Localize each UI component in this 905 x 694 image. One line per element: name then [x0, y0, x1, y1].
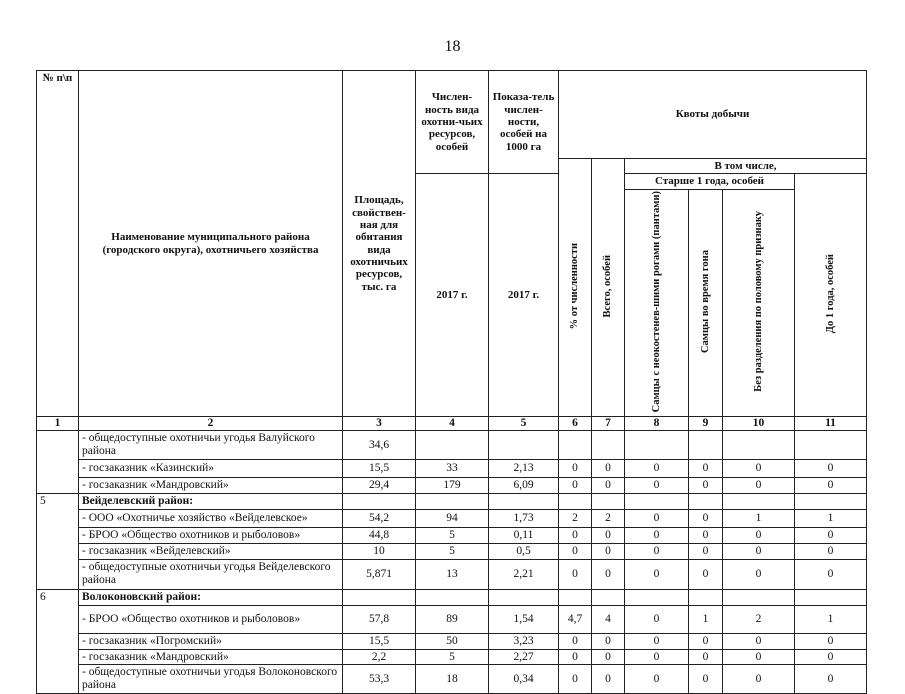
total-cell: 2 — [592, 509, 625, 527]
area-cell: 15,5 — [343, 633, 416, 649]
males-no-antlers-cell — [625, 493, 689, 509]
column-number: 6 — [559, 417, 592, 431]
males-no-antlers-cell: 0 — [625, 649, 689, 665]
males-no-antlers-cell: 0 — [625, 665, 689, 694]
total-cell: 0 — [592, 543, 625, 559]
row-number-cell: 5 — [37, 493, 79, 589]
table-row — [37, 477, 867, 493]
area-cell — [343, 493, 416, 509]
no-sex-cell: 0 — [723, 665, 795, 694]
males-rut-cell: 0 — [689, 665, 723, 694]
males-rut-cell: 1 — [689, 605, 723, 633]
table-row — [37, 509, 867, 527]
total-cell: 0 — [592, 633, 625, 649]
pct-cell: 4,7 — [559, 605, 592, 633]
column-number: 5 — [489, 417, 559, 431]
total-cell: 0 — [592, 665, 625, 694]
pct-cell: 0 — [559, 633, 592, 649]
pct-cell: 0 — [559, 459, 592, 477]
males-no-antlers-cell: 0 — [625, 509, 689, 527]
males-rut-cell — [689, 589, 723, 605]
entity-name-cell: - общедоступные охотничьи угодья Вейделевского района — [79, 559, 343, 589]
no-sex-cell: 1 — [723, 509, 795, 527]
population-cell — [416, 431, 489, 460]
total-cell: 0 — [592, 459, 625, 477]
density-cell: 0,34 — [489, 665, 559, 694]
males-rut-cell: 0 — [689, 649, 723, 665]
entity-name-cell: - госзаказник «Мандровский» — [79, 649, 343, 665]
males-no-antlers-cell: 0 — [625, 559, 689, 589]
males-rut-cell — [689, 493, 723, 509]
males-no-antlers-cell: 0 — [625, 527, 689, 543]
males-no-antlers-cell — [625, 589, 689, 605]
total-cell: 4 — [592, 605, 625, 633]
density-cell: 1,73 — [489, 509, 559, 527]
total-cell: 0 — [592, 559, 625, 589]
total-cell — [592, 589, 625, 605]
density-cell: 2,13 — [489, 459, 559, 477]
entity-name-cell: - БРОО «Общество охотников и рыболовов» — [79, 527, 343, 543]
table-header — [37, 71, 867, 417]
total-cell: 0 — [592, 477, 625, 493]
quota-table — [36, 70, 867, 694]
density-cell: 3,23 — [489, 633, 559, 649]
density-cell — [489, 493, 559, 509]
males-rut-cell: 0 — [689, 459, 723, 477]
area-cell: 15,5 — [343, 459, 416, 477]
pct-cell — [559, 431, 592, 460]
header-quotas: Квоты добычи — [559, 71, 867, 159]
entity-name-cell: - общедоступные охотничьи угодья Волоконовского района — [79, 665, 343, 694]
header-no: № п\п — [37, 71, 79, 417]
no-sex-cell: 0 — [723, 543, 795, 559]
header-year-density: 2017 г. — [489, 174, 559, 417]
males-no-antlers-cell: 0 — [625, 477, 689, 493]
pct-cell — [559, 589, 592, 605]
column-number: 10 — [723, 417, 795, 431]
males-no-antlers-cell — [625, 431, 689, 460]
males-no-antlers-cell: 0 — [625, 543, 689, 559]
density-cell: 0,11 — [489, 527, 559, 543]
table-row — [37, 649, 867, 665]
area-cell: 29,4 — [343, 477, 416, 493]
column-number: 1 — [37, 417, 79, 431]
density-cell: 2,27 — [489, 649, 559, 665]
under1-cell — [795, 589, 867, 605]
under1-cell: 0 — [795, 633, 867, 649]
row-number-cell: 6 — [37, 589, 79, 693]
column-number: 3 — [343, 417, 416, 431]
under1-cell: 0 — [795, 559, 867, 589]
population-cell: 89 — [416, 605, 489, 633]
population-cell: 94 — [416, 509, 489, 527]
under1-cell: 0 — [795, 477, 867, 493]
header-name: Наименование муниципального района (городского округа), охотничьего хозяйства — [79, 71, 343, 417]
no-sex-cell: 0 — [723, 649, 795, 665]
total-cell — [592, 493, 625, 509]
density-cell: 2,21 — [489, 559, 559, 589]
header-under1: До 1 года, особей — [795, 174, 867, 417]
no-sex-cell: 0 — [723, 559, 795, 589]
area-cell: 54,2 — [343, 509, 416, 527]
area-cell: 57,8 — [343, 605, 416, 633]
entity-name-cell: - БРОО «Общество охотников и рыболовов» — [79, 605, 343, 633]
header-density: Показа-тель числен-ности, особей на 1000 га — [489, 71, 559, 174]
row-number-cell — [37, 431, 79, 494]
males-rut-cell: 0 — [689, 509, 723, 527]
density-cell — [489, 589, 559, 605]
under1-cell — [795, 493, 867, 509]
population-cell: 13 — [416, 559, 489, 589]
population-cell: 5 — [416, 527, 489, 543]
column-number: 8 — [625, 417, 689, 431]
pct-cell: 0 — [559, 543, 592, 559]
area-cell — [343, 589, 416, 605]
table-body — [37, 417, 867, 694]
entity-name-cell: - общедоступные охотничьи угодья Валуйского района — [79, 431, 343, 460]
pct-cell: 0 — [559, 649, 592, 665]
density-cell: 6,09 — [489, 477, 559, 493]
under1-cell: 0 — [795, 665, 867, 694]
under1-cell: 0 — [795, 649, 867, 665]
no-sex-cell — [723, 589, 795, 605]
table-row — [37, 665, 867, 694]
column-numbers-row — [37, 417, 867, 431]
density-cell: 1,54 — [489, 605, 559, 633]
under1-cell: 0 — [795, 459, 867, 477]
area-cell: 2,2 — [343, 649, 416, 665]
under1-cell: 1 — [795, 605, 867, 633]
density-cell — [489, 431, 559, 460]
column-number: 2 — [79, 417, 343, 431]
entity-name-cell: - госзаказник «Казинский» — [79, 459, 343, 477]
population-cell: 50 — [416, 633, 489, 649]
entity-name-cell: - госзаказник «Вейделевский» — [79, 543, 343, 559]
table-row — [37, 459, 867, 477]
population-cell: 18 — [416, 665, 489, 694]
table-row — [37, 559, 867, 589]
column-number: 4 — [416, 417, 489, 431]
under1-cell: 0 — [795, 527, 867, 543]
males-rut-cell: 0 — [689, 559, 723, 589]
area-cell: 44,8 — [343, 527, 416, 543]
total-cell: 0 — [592, 649, 625, 665]
column-number: 7 — [592, 417, 625, 431]
page-number: 18 — [444, 38, 461, 55]
column-number: 9 — [689, 417, 723, 431]
total-cell — [592, 431, 625, 460]
pct-cell: 0 — [559, 477, 592, 493]
header-males-no-antlers: Самцы с неокостенев-шими рогами (пантами) — [625, 189, 689, 417]
males-rut-cell: 0 — [689, 527, 723, 543]
under1-cell — [795, 431, 867, 460]
header-total: Всего, особей — [592, 159, 625, 417]
no-sex-cell: 0 — [723, 527, 795, 543]
pct-cell: 0 — [559, 665, 592, 694]
header-year-pop: 2017 г. — [416, 174, 489, 417]
no-sex-cell — [723, 493, 795, 509]
total-cell: 0 — [592, 527, 625, 543]
header-population: Числен-ность вида охотни-чьих ресурсов, особей — [416, 71, 489, 174]
no-sex-cell: 0 — [723, 477, 795, 493]
population-cell: 33 — [416, 459, 489, 477]
column-number: 11 — [795, 417, 867, 431]
males-rut-cell: 0 — [689, 477, 723, 493]
males-rut-cell: 0 — [689, 633, 723, 649]
area-cell: 53,3 — [343, 665, 416, 694]
population-cell: 179 — [416, 477, 489, 493]
entity-name-cell: - ООО «Охотничье хозяйство «Вейделевское» — [79, 509, 343, 527]
population-cell: 5 — [416, 649, 489, 665]
header-older: Старше 1 года, особей — [625, 174, 795, 189]
no-sex-cell: 0 — [723, 633, 795, 649]
pct-cell — [559, 493, 592, 509]
header-pct: % от численности — [559, 159, 592, 417]
pct-cell: 0 — [559, 527, 592, 543]
district-row — [37, 493, 867, 509]
area-cell: 10 — [343, 543, 416, 559]
males-no-antlers-cell: 0 — [625, 633, 689, 649]
pct-cell: 0 — [559, 559, 592, 589]
district-name-cell: Вейделевский район: — [79, 493, 343, 509]
population-cell — [416, 493, 489, 509]
table-row — [37, 633, 867, 649]
header-no-sex: Без разделения по половому признаку — [723, 189, 795, 417]
district-row — [37, 589, 867, 605]
population-cell: 5 — [416, 543, 489, 559]
no-sex-cell — [723, 431, 795, 460]
males-no-antlers-cell: 0 — [625, 459, 689, 477]
area-cell: 34,6 — [343, 431, 416, 460]
males-rut-cell — [689, 431, 723, 460]
under1-cell: 1 — [795, 509, 867, 527]
population-cell — [416, 589, 489, 605]
entity-name-cell: - госзаказник «Мандровский» — [79, 477, 343, 493]
pct-cell: 2 — [559, 509, 592, 527]
table-row — [37, 543, 867, 559]
table-row — [37, 605, 867, 633]
density-cell: 0,5 — [489, 543, 559, 559]
males-rut-cell: 0 — [689, 543, 723, 559]
header-including: В том числе, — [625, 159, 867, 174]
header-area: Площадь, свойствен-ная для обитания вида охотничьих ресурсов, тыс. га — [343, 71, 416, 417]
header-males-rut: Самцы во время гона — [689, 189, 723, 417]
entity-name-cell: - госзаказник «Погромский» — [79, 633, 343, 649]
table-row — [37, 431, 867, 460]
area-cell: 5,871 — [343, 559, 416, 589]
no-sex-cell: 2 — [723, 605, 795, 633]
no-sex-cell: 0 — [723, 459, 795, 477]
district-name-cell: Волоконовский район: — [79, 589, 343, 605]
under1-cell: 0 — [795, 543, 867, 559]
table-row — [37, 527, 867, 543]
males-no-antlers-cell: 0 — [625, 605, 689, 633]
